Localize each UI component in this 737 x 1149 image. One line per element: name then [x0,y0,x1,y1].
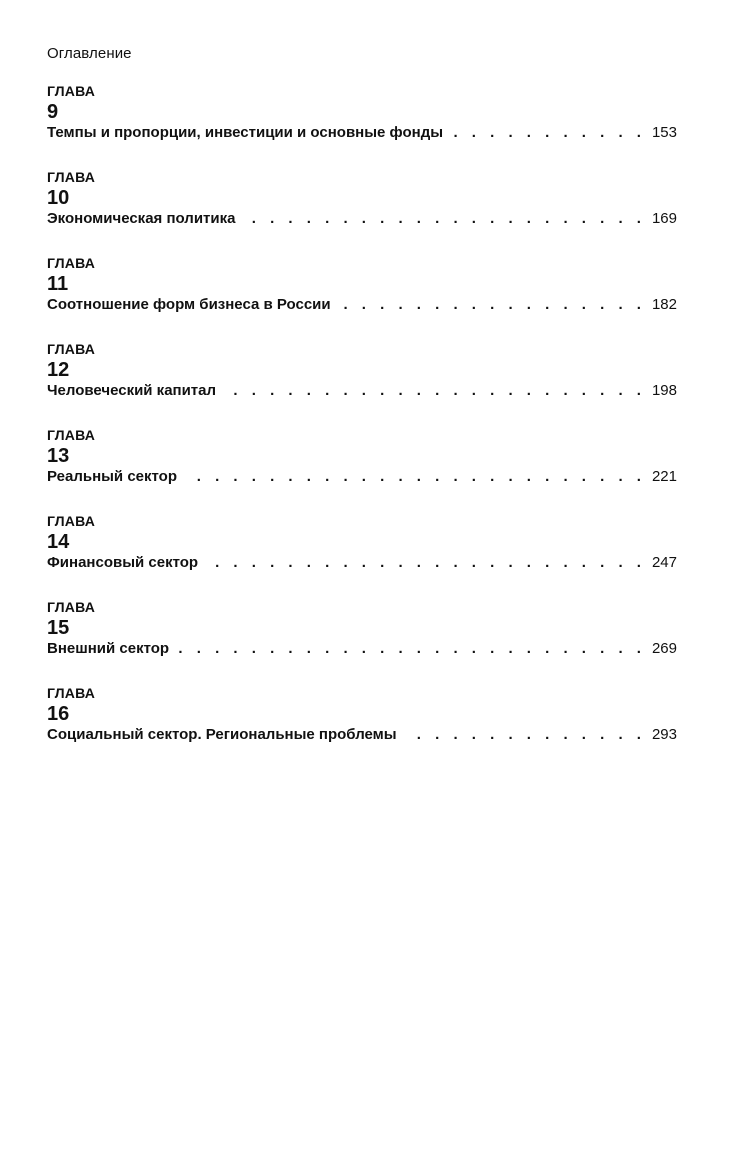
chapter-number: 15 [47,617,70,639]
toc-entry-chapter-14 [47,512,677,598]
toc-entry-chapter-11 [47,254,677,340]
chapter-number: 14 [47,531,70,553]
dot-leader [185,467,646,487]
toc-line [47,123,677,143]
chapter-number: 9 [47,101,59,123]
chapter-label: ГЛАВА [47,83,96,99]
chapter-label: ГЛАВА [47,513,96,529]
toc-entry-chapter-13 [47,426,677,512]
page-number: 247 [651,554,677,571]
page-number: 221 [651,468,677,485]
toc-line [47,639,677,659]
dot-leader [405,725,646,745]
chapter-title: Реальный сектор [47,468,177,485]
page-number: 169 [651,210,677,227]
chapter-label: ГЛАВА [47,341,96,357]
chapter-number: 11 [47,273,69,295]
toc-line [47,295,677,315]
page-number: 153 [651,124,677,141]
dot-leader [224,381,646,401]
page-number: 293 [651,726,677,743]
toc-line [47,467,677,487]
toc-entry-chapter-16 [47,684,677,770]
chapter-title: Экономическая политика [47,210,236,227]
toc-line [47,725,677,745]
page-number: 182 [651,296,677,313]
toc-entry-chapter-15 [47,598,677,684]
chapter-number: 16 [47,703,70,725]
dot-leader [339,295,646,315]
chapter-label: ГЛАВА [47,427,96,443]
toc-entry-chapter-10 [47,168,677,254]
page-number: 198 [651,382,677,399]
chapter-label: ГЛАВА [47,255,96,271]
toc-line [47,381,677,401]
chapter-title: Темпы и пропорции, инвестиции и основные фонды [47,124,444,141]
chapter-title: Соотношение форм бизнеса в России [47,296,331,313]
dot-leader [206,553,646,573]
table-of-contents [47,82,677,770]
toc-header: Оглавление [47,45,132,62]
chapter-number: 13 [47,445,70,467]
page-number: 269 [651,640,677,657]
dot-leader [243,209,646,229]
chapter-label: ГЛАВА [47,685,96,701]
chapter-title: Социальный сектор. Региональные проблемы [47,726,397,743]
chapter-label: ГЛАВА [47,169,96,185]
chapter-title: Внешний сектор [47,640,170,657]
toc-line [47,553,677,573]
dot-leader [451,123,646,143]
toc-entry-chapter-12 [47,340,677,426]
toc-line [47,209,677,229]
chapter-number: 12 [47,359,70,381]
chapter-title: Человеческий капитал [47,382,217,399]
chapter-label: ГЛАВА [47,599,96,615]
toc-entry-chapter-9 [47,82,677,168]
dot-leader [177,639,646,659]
chapter-title: Финансовый сектор [47,554,199,571]
chapter-number: 10 [47,187,70,209]
